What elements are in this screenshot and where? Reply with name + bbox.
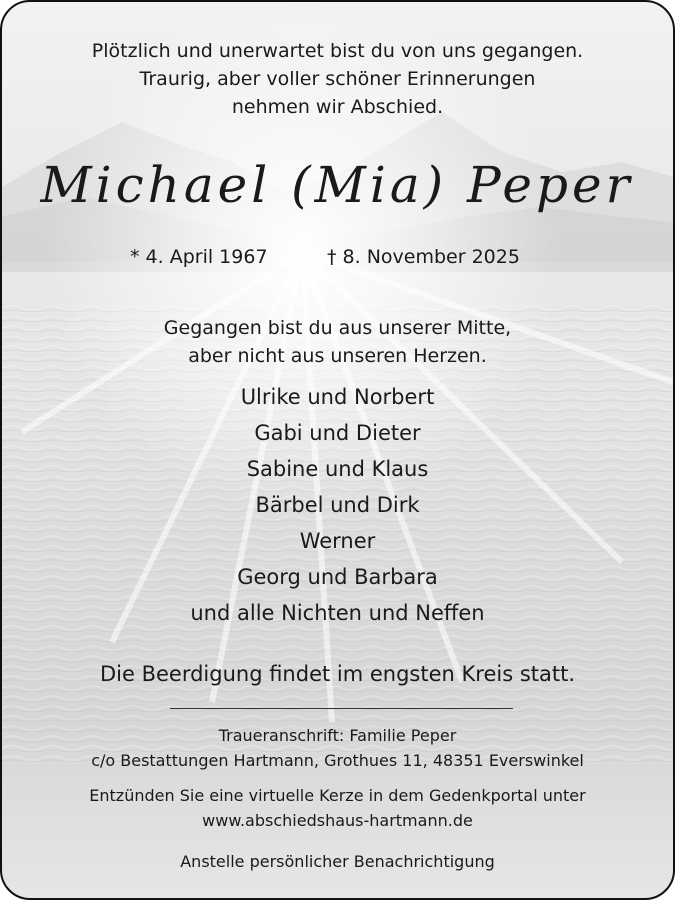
- divider-line: [170, 708, 513, 709]
- mourner-1: Gabi und Dieter: [254, 421, 421, 445]
- mourner-5: Georg und Barbara: [237, 565, 438, 589]
- funeral-note: Die Beerdigung findet im engsten Kreis statt.: [99, 662, 576, 686]
- intro-line-2: Traurig, aber voller schöner Erinnerungen: [139, 68, 536, 90]
- deceased-name-text: Michael (Mia) Peper: [40, 156, 634, 214]
- portal-url: www.abschiedshaus-hartmann.de: [202, 811, 473, 830]
- portal-line-1: Entzünden Sie eine virtuelle Kerze in dem Gedenkportal unter: [89, 786, 586, 805]
- mourner-0: Ulrike und Norbert: [240, 385, 435, 409]
- quote-line-2: aber nicht aus unseren Herzen.: [188, 345, 487, 367]
- deceased-name: [2, 142, 673, 232]
- address-line-2: c/o Bestattungen Hartmann, Grothues 11, 48351 Everswinkel: [91, 751, 584, 770]
- mourner-4: Werner: [299, 529, 376, 553]
- quote-line-1: Gegangen bist du aus unserer Mitte,: [163, 317, 512, 339]
- intro-line-1: Plötzlich und unerwartet bist du von uns gegangen.: [91, 40, 584, 62]
- mourner-3: Bärbel und Dirk: [255, 493, 420, 517]
- footer-note: Anstelle persönlicher Benachrichtigung: [180, 852, 495, 871]
- address-line-1: Traueranschrift: Familie Peper: [218, 726, 457, 745]
- death-date: † 8. November 2025: [327, 246, 520, 268]
- intro-line-3: nehmen wir Abschied.: [231, 96, 444, 118]
- birth-date: * 4. April 1967: [130, 246, 268, 268]
- mourner-2: Sabine und Klaus: [246, 457, 429, 481]
- mourner-6: und alle Nichten und Neffen: [190, 601, 485, 625]
